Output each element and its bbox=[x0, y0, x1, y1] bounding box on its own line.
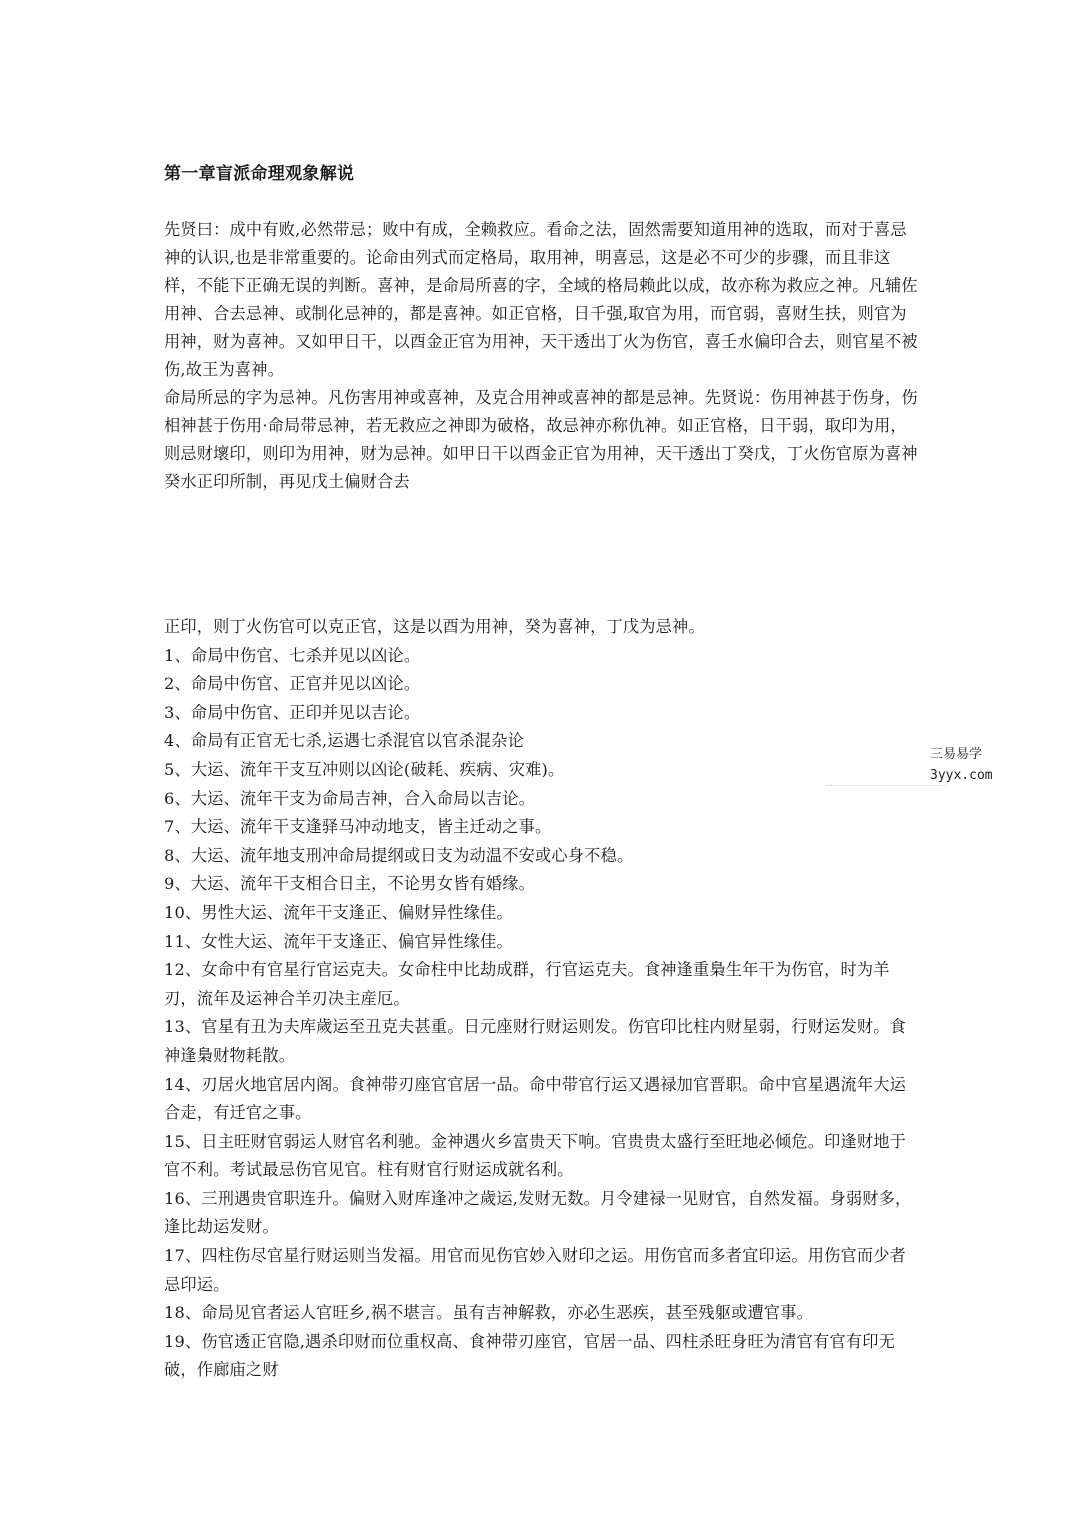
watermark-name: 三易易学 bbox=[930, 747, 983, 762]
rule-item: 2、命局中伤官、正官并见以凶论。 bbox=[164, 674, 421, 694]
paragraph-jishen: 命局所忌的字为忌神。凡伤害用神或喜神，及克合用神或喜神的都是忌神。先贤说：伤用神甚于伤身，伤相神甚于伤用·命局带忌神，若无救应之神即为破格，故忌神亦称仇神。如正官格，日干弱，取印为用，则忌财壞印，则印为用神，财为忌神。如甲日干以酉金正官为用神，天干透出丁癸戊，丁火伤官原为喜神癸水正印所制，再见戊土偏财合去 bbox=[164, 388, 918, 491]
chapter-title: 第一章盲派命理观象解说 bbox=[164, 164, 355, 184]
paragraph-continuation: 正印，则丁火伤官可以克正官，这是以酉为用神，癸为喜神，丁戊为忌神。 bbox=[164, 617, 705, 636]
rule-item: 19、伤官透正官隐,遇杀印财而位重权高、食神带刃座官，官居一品、四柱杀旺身旺为清官有官有印无破，作廊庙之财 bbox=[164, 1331, 896, 1380]
rule-item: 5、大运、流年干支互冲则以凶论(破耗、疾病、灾难)。 bbox=[164, 759, 565, 779]
rule-item: 16、三刑遇贵官职连升。偏财入财库逢冲之歲运,发财无数。月令建禄一见财官，自然发福。身弱财多，逢比劫运发财。 bbox=[164, 1188, 912, 1237]
rule-item: 7、大运、流年干支逢驿马冲动地支，皆主迁动之事。 bbox=[164, 817, 552, 837]
watermark-dotted-line bbox=[826, 785, 946, 788]
rule-item: 6、大运、流年干支为命局吉神，合入命局以吉论。 bbox=[164, 788, 536, 808]
rule-item: 18、命局见官者运人官旺乡,祸不堪言。虽有吉神解救，亦必生恶疾，甚至残躯或遭官事。 bbox=[164, 1303, 814, 1323]
rules-section bbox=[164, 613, 922, 1385]
rule-item: 3、命局中伤官、正印并见以吉论。 bbox=[164, 702, 421, 722]
rule-item: 11、女性大运、流年干支逢正、偏官异性缘佳。 bbox=[164, 931, 513, 951]
paragraph-xishen: 先贤曰：成中有败,必然带忌；败中有成，全赖救应。看命之法，固然需要知道用神的选取，而对于喜忌神的认识,也是非常重要的。论命由列式而定格局，取用神，明喜忌，这是必不可少的步骤，而且非这样，不能下正确无误的判断。喜神，是命局所喜的字，全域的格局赖此以成，故亦称为救应之神。凡辅佐用神、合去忌神、或制化忌神的，都是喜神。如正官格，日千强,取官为用，而官弱，喜财生扶，则官为用神，财为喜神。又如甲日干，以酉金正官为用神，天干透出丁火为伤官，喜壬水偏印合去，则官星不被伤,故王为喜神。 bbox=[164, 220, 918, 379]
rule-item: 1、命局中伤官、七杀并见以凶论。 bbox=[164, 645, 421, 665]
watermark-url: 3yyx.com bbox=[930, 768, 993, 783]
rule-item: 4、命局有正官无七杀,运遇七杀混官以官杀混杂论 bbox=[164, 731, 524, 751]
rule-item: 12、女命中有官星行官运克夫。女命柱中比劫成群，行官运克夫。食神逢重梟生年干为伤官，时为羊刃，流年及运神合羊刃决主産厄。 bbox=[164, 960, 890, 1008]
rule-item: 17、四柱伤尽官星行财运则当发福。用官而见伤官妙入财印之运。用伤官而多者宜印运。用伤官而少者忌印运。 bbox=[164, 1246, 907, 1294]
rule-item: 13、官星有丑为夫库歲运至丑克夫甚重。日元座财行财运则发。伤官印比柱内财星弱，行财运发财。食神逢梟财物耗散。 bbox=[164, 1017, 907, 1065]
rule-item: 8、大运、流年地支刑冲命局提纲或日支为动温不安或心身不稳。 bbox=[164, 845, 634, 865]
rule-item: 15、日主旺财官弱运人财官名利驰。金神遇火乡富贵天下响。官贵贵太盛行至旺地必倾危。印逢财地于官不利。考试最忌伤官见官。柱有财官行财运成就名利。 bbox=[164, 1131, 907, 1180]
rule-item: 9、大运、流年干支相合日主，不论男女皆有婚缘。 bbox=[164, 874, 536, 894]
rule-item: 10、男性大运、流年干支逢正、偏财异性缘佳。 bbox=[164, 902, 513, 922]
watermark bbox=[930, 744, 993, 786]
rule-item: 14、刃居火地官居内阁。食神带刃座官官居一品。命中带官行运又遇禄加官晋职。命中官星遇流年大运合走，有迁官之事。 bbox=[164, 1074, 907, 1123]
intro-section bbox=[164, 216, 922, 496]
